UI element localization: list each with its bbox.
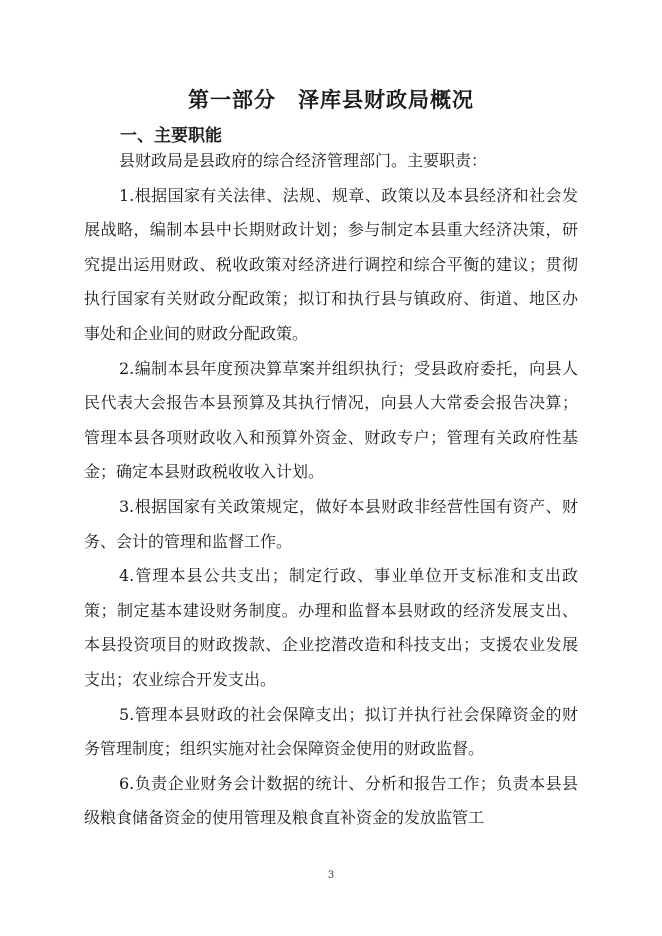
- page-number: 3: [327, 870, 335, 881]
- duty-paragraph-4: 4.管理本县公共支出；制定行政、事业单位开支标准和支出政策；制定基本建设财务制度。办理和监督本县财政的经济发展支出、本县投资项目的财政拨款、企业挖潜改造和科技支出；支援农业发展支出；农业综合开发支出。: [84, 566, 578, 689]
- intro-paragraph: 县财政局是县政府的综合经济管理部门。主要职责：: [119, 151, 488, 170]
- duty-paragraph-3: 3.根据国家有关政策规定，做好本县财政非经营性国有资产、财务、会计的管理和监督工作。: [84, 496, 578, 551]
- duty-paragraph-1: 1.根据国家有关法律、法规、规章、政策以及本县经济和社会发展战略，编制本县中长期财政计划；参与制定本县重大经济决策，研究提出运用财政、税收政策对经济进行调控和综合平衡的建议；贯彻执行国家有关财政分配政策；拟订和执行县与镇政府、街道、地区办事处和企业间的财政分配政策。: [84, 185, 578, 343]
- duty-paragraph-6: 6.负责企业财务会计数据的统计、分析和报告工作；负责本县县级粮食储备资金的使用管理及粮食直补资金的发放监管工: [84, 773, 578, 828]
- section-heading: 一、主要职能: [120, 126, 222, 146]
- duty-paragraph-5: 5.管理本县财政的社会保障支出；拟订并执行社会保障资金的财务管理制度；组织实施对社会保障资金使用的财政监督。: [84, 704, 578, 759]
- body-text: [84, 144, 578, 836]
- page-title: 第一部分 泽库县财政局概况: [188, 88, 474, 112]
- duty-paragraph-2: 2.编制本县年度预决算草案并组织执行；受县政府委托，向县人民代表大会报告本县预算及其执行情况，向县人大常委会报告决算；管理本县各项财政收入和预算外资金、财政专户；管理有关政府性基金；确定本县财政税收收入计划。: [84, 358, 578, 482]
